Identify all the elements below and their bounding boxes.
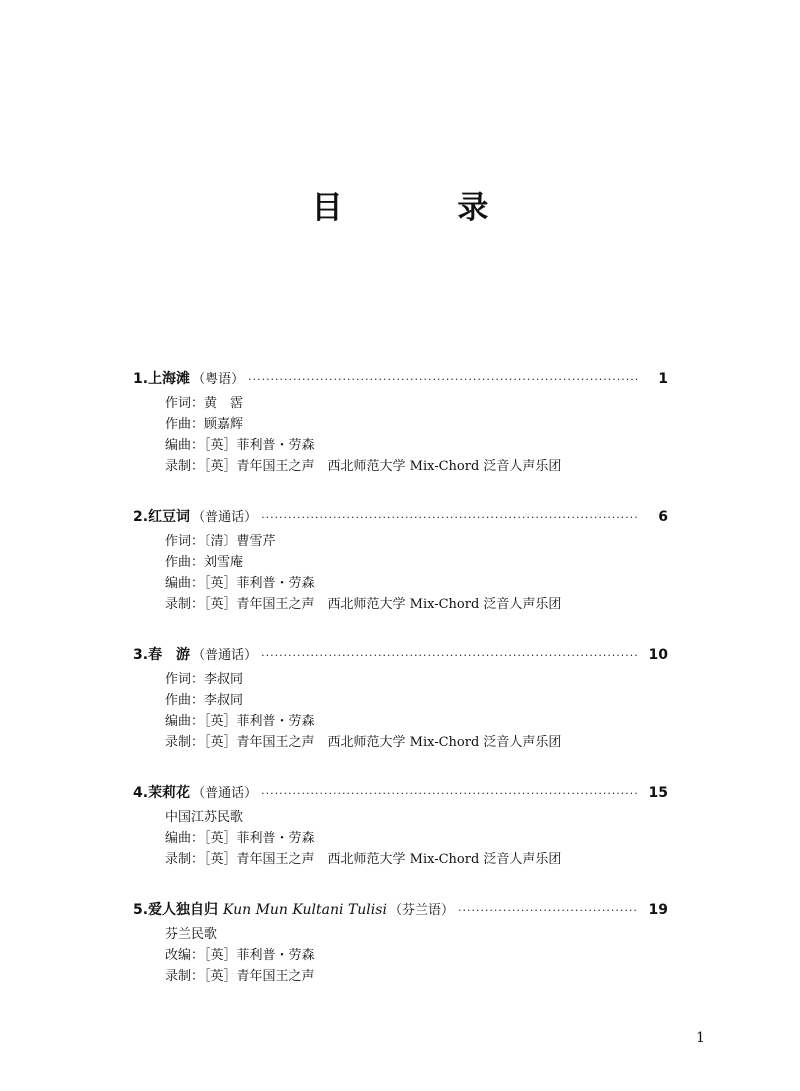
entry-number: 5. <box>133 902 149 918</box>
entry-title: 红豆词 <box>148 509 191 525</box>
entry-page-number: 6 <box>658 509 668 525</box>
credit-line: 改编：［英］菲利普・劳森 <box>165 948 315 963</box>
dot-leader <box>458 897 638 925</box>
page-number: 1 <box>696 1030 705 1046</box>
credit-line: 作曲：李叔同 <box>165 693 244 708</box>
entry-language: （普通话） <box>192 786 258 801</box>
entry-language: （普通话） <box>192 648 258 663</box>
credit-line: 编曲：［英］菲利普・劳森 <box>165 714 315 729</box>
credit-line: 作曲：顾嘉辉 <box>165 417 244 432</box>
toc-entry-2 <box>133 503 668 615</box>
entry-page-number: 19 <box>648 902 668 918</box>
toc-entry-heading[interactable] <box>133 365 668 393</box>
credit-line: 作曲：刘雪庵 <box>165 555 244 570</box>
credit-line: 芬兰民歌 <box>165 927 218 942</box>
entry-language: （粤语） <box>192 372 245 387</box>
entry-number: 3. <box>133 647 149 663</box>
toc-entry-heading[interactable] <box>133 641 668 669</box>
dot-leader <box>261 642 638 670</box>
entry-number: 2. <box>133 509 149 525</box>
dot-leader <box>261 504 638 532</box>
toc-entry-heading[interactable] <box>133 896 668 924</box>
credit-line: 编曲：［英］菲利普・劳森 <box>165 831 315 846</box>
entry-page-number: 1 <box>658 371 668 387</box>
entry-page-number: 15 <box>648 785 668 801</box>
page-title: 目 录 <box>311 190 541 226</box>
entry-number: 4. <box>133 785 149 801</box>
credit-line: 作词：李叔同 <box>165 672 244 687</box>
entry-number: 1. <box>133 371 149 387</box>
credit-line: 作词：黄 霑 <box>165 396 244 411</box>
credit-line: 录制：［英］青年国王之声 西北师范大学 Mix-Chord 泛音人声乐团 <box>165 459 562 474</box>
toc-entry-3 <box>133 641 668 753</box>
entry-title: 春 游 <box>148 647 191 663</box>
credit-line: 中国江苏民歌 <box>165 810 244 825</box>
credit-line: 录制：［英］青年国王之声 西北师范大学 Mix-Chord 泛音人声乐团 <box>165 735 562 750</box>
entry-language: （芬兰语） <box>388 903 454 918</box>
toc-entry-heading[interactable] <box>133 503 668 531</box>
table-of-contents <box>133 365 668 1013</box>
entry-language: （普通话） <box>192 510 258 525</box>
toc-entry-1 <box>133 365 668 477</box>
credit-line: 录制：［英］青年国王之声 <box>165 969 315 984</box>
entry-title: 茉莉花 <box>148 785 191 801</box>
dot-leader <box>261 780 638 808</box>
toc-entry-4 <box>133 779 668 870</box>
entry-page-number: 10 <box>648 647 668 663</box>
entry-title: 爱人独自归 Kun Mun Kultani Tulisi <box>148 902 387 918</box>
credit-line: 编曲：［英］菲利普・劳森 <box>165 438 315 453</box>
credit-line: 编曲：［英］菲利普・劳森 <box>165 576 315 591</box>
dot-leader <box>248 366 638 394</box>
toc-entry-heading[interactable] <box>133 779 668 807</box>
credit-line: 录制：［英］青年国王之声 西北师范大学 Mix-Chord 泛音人声乐团 <box>165 852 562 867</box>
entry-title: 上海滩 <box>148 371 191 387</box>
toc-entry-5 <box>133 896 668 987</box>
credit-line: 作词：〔清〕曹雪芹 <box>165 534 276 549</box>
entry-foreign-title: Kun Mun Kultani Tulisi <box>222 902 387 918</box>
credit-line: 录制：［英］青年国王之声 西北师范大学 Mix-Chord 泛音人声乐团 <box>165 597 562 612</box>
